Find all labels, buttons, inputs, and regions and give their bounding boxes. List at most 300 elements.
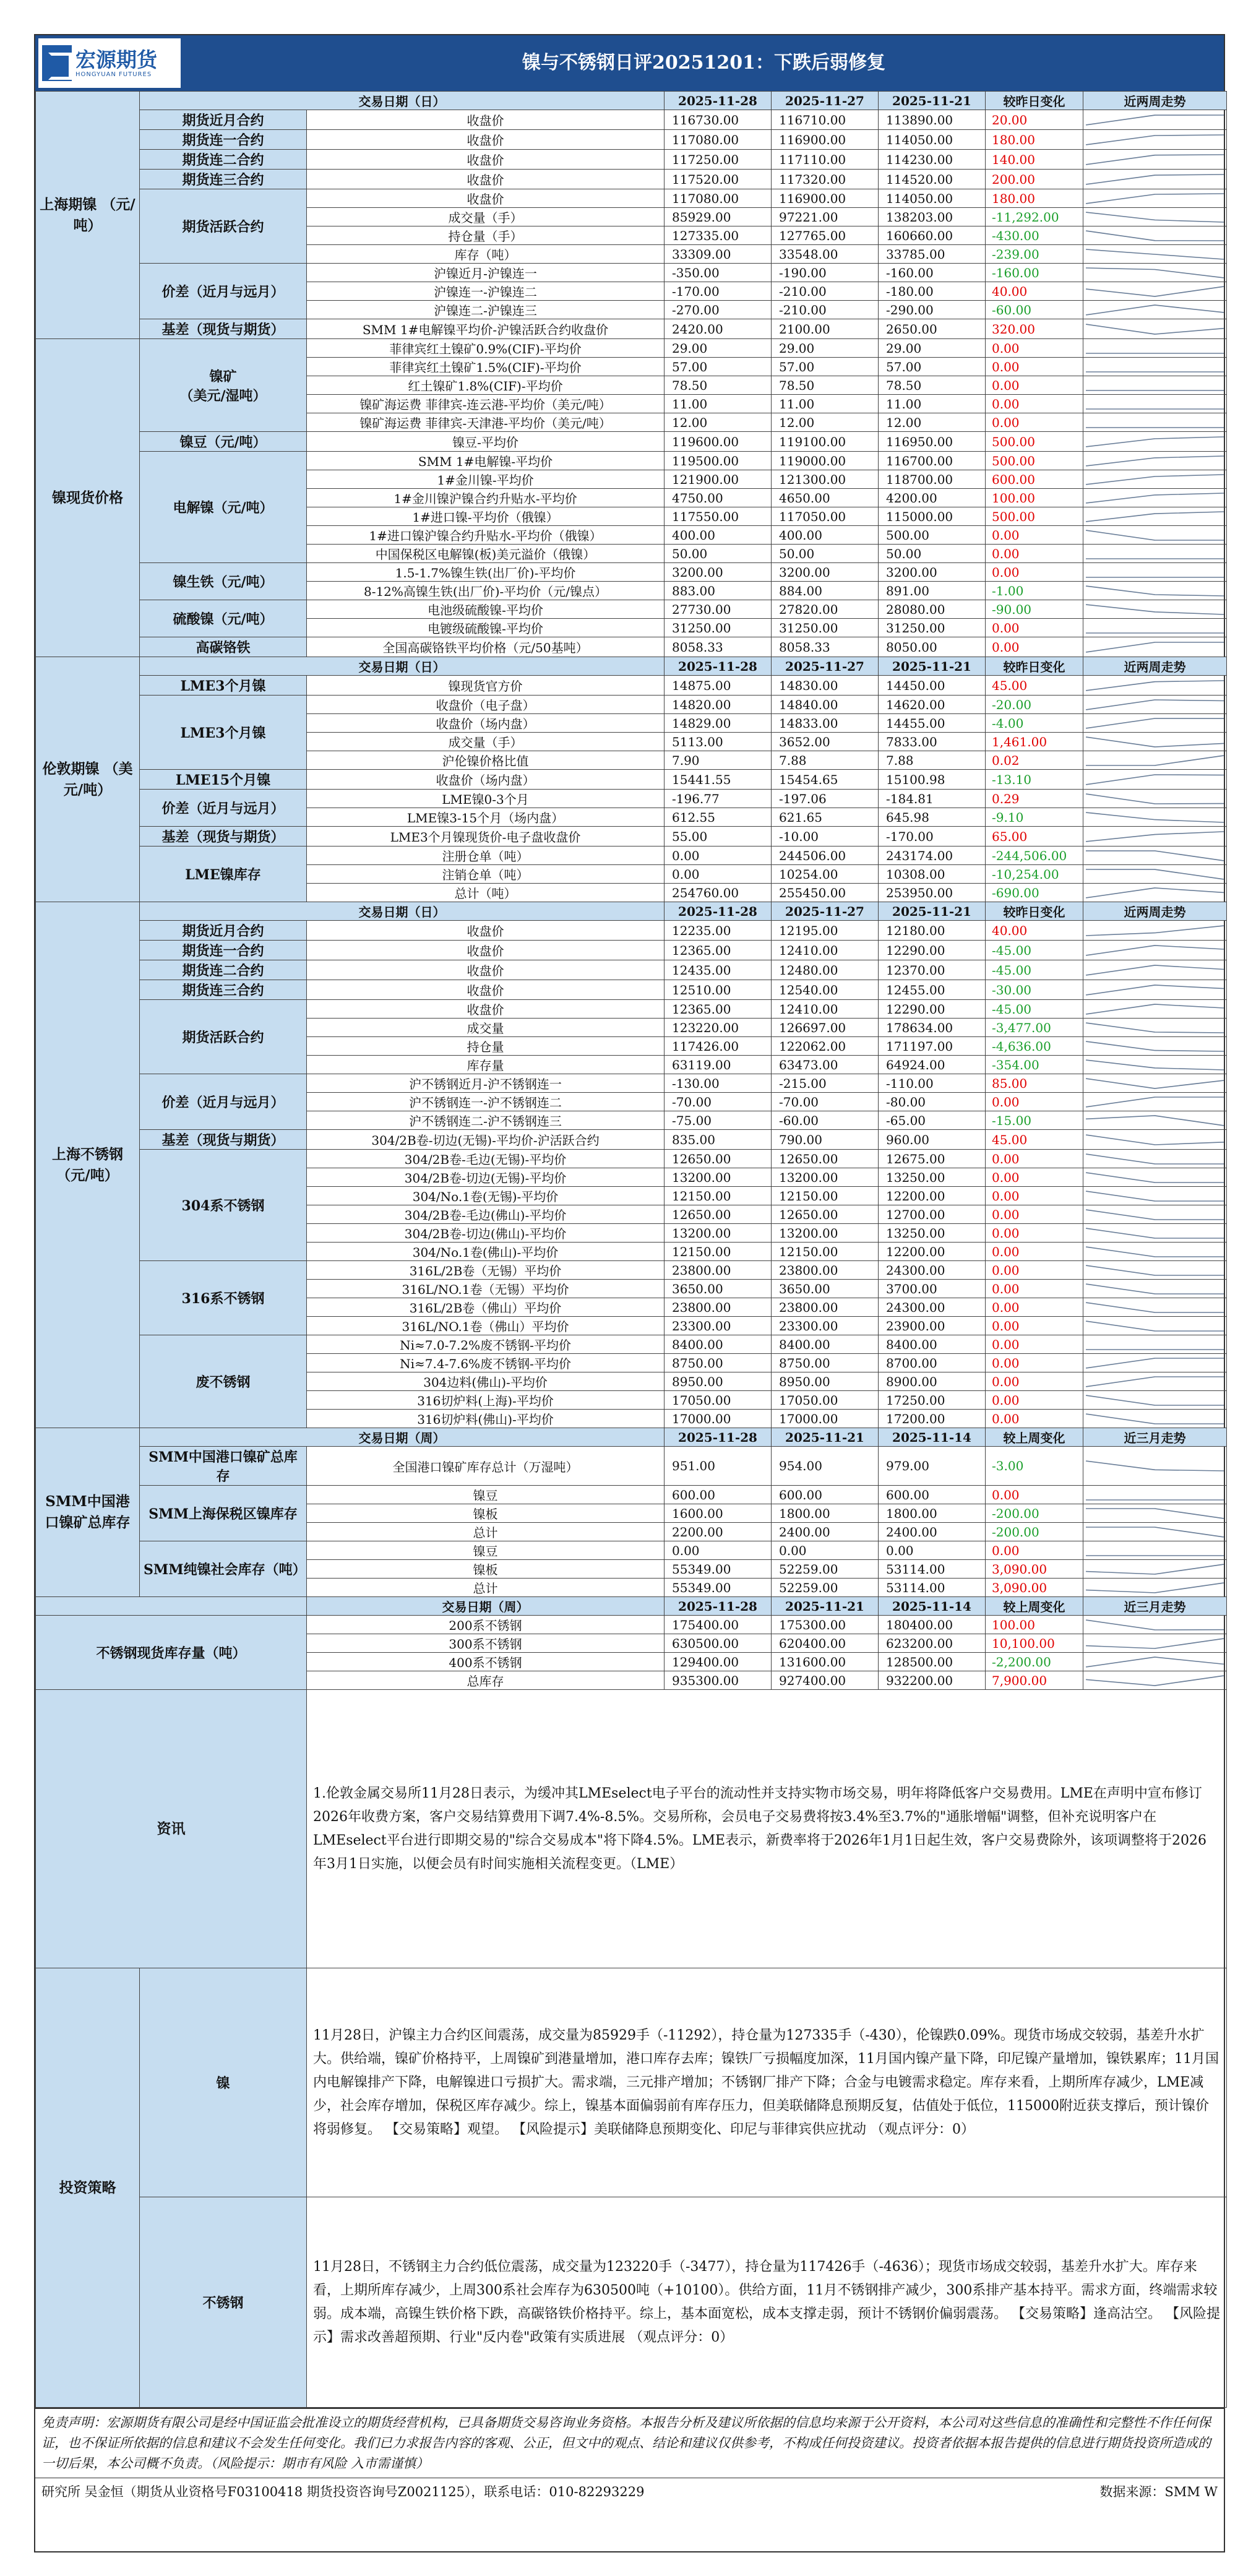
sparkline-path [1086, 456, 1224, 466]
sparkline-icon [1086, 621, 1224, 635]
value-current: 12650.00 [665, 1150, 772, 1168]
sparkline-path [1086, 1303, 1224, 1312]
sparkline-path [1086, 718, 1224, 728]
sparkline-path [1086, 737, 1224, 747]
value-compare: 23900.00 [879, 1317, 986, 1335]
sparkline-icon [1086, 1113, 1224, 1128]
value-compare: -180.00 [879, 282, 986, 301]
trend-sparkline [1083, 1354, 1227, 1372]
sparkline-path [1086, 305, 1224, 315]
value-prev: 117110.00 [772, 150, 879, 170]
sparkline-icon [1086, 132, 1224, 147]
value-change: 10,100.00 [986, 1634, 1083, 1653]
section-label: 镍现货价格 [36, 339, 140, 657]
value-compare: 57.00 [879, 358, 986, 376]
value-prev: 2100.00 [772, 319, 879, 339]
value-change: -15.00 [986, 1111, 1083, 1130]
sparkline-icon [1086, 885, 1224, 900]
trend-sparkline [1083, 921, 1227, 941]
table-row [36, 150, 1227, 170]
item-label: 总计 [307, 1579, 665, 1597]
value-compare: 113890.00 [879, 110, 986, 130]
value-change: -200.00 [986, 1504, 1083, 1523]
trend-sparkline [1083, 1410, 1227, 1428]
sparkline-path [1086, 1097, 1224, 1107]
value-current: 8750.00 [665, 1354, 772, 1372]
table-row [36, 432, 1227, 452]
table-row [36, 264, 1227, 282]
value-compare: 29.00 [879, 339, 986, 358]
value-prev: 255450.00 [772, 884, 879, 902]
sparkline-path [1086, 1173, 1224, 1182]
value-compare: 12180.00 [879, 921, 986, 941]
value-prev: 8950.00 [772, 1372, 879, 1391]
value-compare: 7833.00 [879, 733, 986, 751]
item-label: 收盘价 [307, 110, 665, 130]
group-label: SMM中国港口镍矿总库存 [140, 1447, 307, 1486]
value-change: 45.00 [986, 676, 1083, 696]
value-prev: 23800.00 [772, 1298, 879, 1317]
sparkline-path [1086, 586, 1224, 596]
trend-sparkline [1083, 960, 1227, 980]
group-label: 废不锈钢 [140, 1335, 307, 1428]
value-current: -350.00 [665, 264, 772, 282]
sparkline-icon [1086, 1374, 1224, 1389]
group-label: 价差（近月与远月） [140, 264, 307, 319]
sparkline-path [1086, 605, 1224, 614]
table-row [36, 1541, 1227, 1560]
trend-sparkline [1083, 582, 1227, 600]
value-compare: 53114.00 [879, 1579, 986, 1597]
report-footer [35, 2478, 1224, 2504]
value-current: 883.00 [665, 582, 772, 600]
trend-sparkline [1083, 790, 1227, 808]
value-current: -196.77 [665, 790, 772, 808]
trend-sparkline [1083, 1541, 1227, 1560]
value-current: 63119.00 [665, 1056, 772, 1074]
table-header-row [36, 1428, 1227, 1447]
value-compare: 12290.00 [879, 941, 986, 960]
header-cell-4: 较昨日变化 [986, 92, 1083, 110]
sparkline-icon [1086, 152, 1224, 167]
value-change: 100.00 [986, 489, 1083, 507]
group-label: 基差（现货与期货） [140, 827, 307, 846]
value-current: 254760.00 [665, 884, 772, 902]
item-label: LME镍0-3个月 [307, 790, 665, 808]
sparkline-icon [1086, 983, 1224, 997]
value-current: 117080.00 [665, 189, 772, 208]
value-compare: 3700.00 [879, 1280, 986, 1298]
value-change: -11,292.00 [986, 208, 1083, 226]
news-label: 资讯 [36, 1690, 307, 1968]
value-compare: 24300.00 [879, 1298, 986, 1317]
group-label: 价差（近月与远月） [140, 1074, 307, 1130]
value-compare: -290.00 [879, 301, 986, 319]
value-current: 14829.00 [665, 714, 772, 733]
table-row [36, 770, 1227, 790]
sparkline-path [1086, 286, 1224, 296]
sparkline-icon [1086, 210, 1224, 225]
header-cell: 交易日期（周） [307, 1597, 665, 1616]
header-cell-3: 2025-11-14 [879, 1428, 986, 1447]
value-current: 0.00 [665, 1541, 772, 1560]
trend-sparkline [1083, 1000, 1227, 1019]
sparkline-icon [1086, 1282, 1224, 1296]
item-label: SMM 1#电解镍平均价-沪镍活跃合约收盘价 [307, 319, 665, 339]
item-label: 304/No.1卷(佛山)-平均价 [307, 1243, 665, 1261]
trend-sparkline [1083, 1523, 1227, 1541]
value-prev: 33548.00 [772, 245, 879, 264]
value-change: 0.00 [986, 1486, 1083, 1504]
value-current: 951.00 [665, 1447, 772, 1486]
value-prev: 23800.00 [772, 1261, 879, 1280]
value-current: 13200.00 [665, 1168, 772, 1187]
group-label: 期货活跃合约 [140, 189, 307, 264]
value-change: -10,254.00 [986, 865, 1083, 884]
value-change: 0.00 [986, 1410, 1083, 1428]
value-change: 180.00 [986, 189, 1083, 208]
trend-sparkline [1083, 1317, 1227, 1335]
sparkline-icon [1086, 1356, 1224, 1371]
trend-sparkline [1083, 1130, 1227, 1150]
value-prev: 63473.00 [772, 1056, 879, 1074]
sparkline-path [1086, 1228, 1224, 1238]
trend-sparkline [1083, 1093, 1227, 1111]
header-cell [36, 1597, 307, 1616]
sparkline-path [1086, 1079, 1224, 1088]
value-compare: 78.50 [879, 376, 986, 395]
value-change: 0.00 [986, 376, 1083, 395]
trend-sparkline [1083, 526, 1227, 545]
sparkline-path [1086, 231, 1224, 241]
table-row [36, 600, 1227, 619]
value-prev: 15454.65 [772, 770, 879, 790]
table-row [36, 452, 1227, 470]
value-change: 40.00 [986, 921, 1083, 941]
item-label: 304边料(佛山)-平均价 [307, 1372, 665, 1391]
item-label: 镍矿海运费 菲律宾-天津港-平均价（美元/吨） [307, 413, 665, 432]
strategy-text: 11月28日，不锈钢主力合约低位震荡，成交量为123220手（-3477），持仓量为117426手（-4636）；现货市场成交较弱，基差升水扩大。库存来看，上期所库存减少，上周300系社会库存为630500吨（+10100）。供给方面，11月不锈钢排产减少，300系排产基本持平。需求方面，终端需求较弱。成本端，高镍生铁价格下跌，高碳铬铁价格持平。综上，基本面宽松，成本支撑走弱，预计不锈钢价偏弱震荡。 【交易策略】逢高沽空。 【风险提示】需求改善超预期、行业"反内卷"政策有实质进展 （观点评分：0） [307, 2197, 1227, 2408]
value-current: -270.00 [665, 301, 772, 319]
author-contact: 研究所 吴金恒（期货从业资格号F03100418 期货投资咨询号Z0021125），联系电话：010-82293229 [41, 2484, 645, 2499]
value-change: 3,090.00 [986, 1560, 1083, 1579]
value-current: 123220.00 [665, 1019, 772, 1037]
value-prev: 12410.00 [772, 941, 879, 960]
value-compare: 178634.00 [879, 1019, 986, 1037]
trend-sparkline [1083, 1447, 1227, 1486]
trend-sparkline [1083, 189, 1227, 208]
sparkline-path [1086, 681, 1224, 691]
value-compare: 12200.00 [879, 1243, 986, 1261]
value-current: 12235.00 [665, 921, 772, 941]
item-label: 总计（吨） [307, 884, 665, 902]
value-compare: 14450.00 [879, 676, 986, 696]
value-change: 0.00 [986, 1280, 1083, 1298]
sparkline-icon [1086, 284, 1224, 299]
value-prev: 27820.00 [772, 600, 879, 619]
value-change: 500.00 [986, 452, 1083, 470]
section-label: SMM中国港口镍矿总库存 [36, 1428, 140, 1597]
group-label: 304系不锈钢 [140, 1150, 307, 1261]
trend-sparkline [1083, 676, 1227, 696]
value-change: 0.00 [986, 1150, 1083, 1168]
value-prev: 12.00 [772, 413, 879, 432]
value-prev: 927400.00 [772, 1671, 879, 1690]
table-row [36, 790, 1227, 808]
value-current: 117080.00 [665, 130, 772, 150]
value-prev: 8750.00 [772, 1354, 879, 1372]
value-prev: 126697.00 [772, 1019, 879, 1037]
trend-sparkline [1083, 358, 1227, 376]
trend-sparkline [1083, 507, 1227, 526]
item-label: 总库存 [307, 1671, 665, 1690]
sparkline-path [1086, 965, 1224, 975]
item-label: Ni≈7.0-7.2%废不锈钢-平均价 [307, 1335, 665, 1354]
value-compare: -184.81 [879, 790, 986, 808]
item-label: 镍现货官方价 [307, 676, 665, 696]
sparkline-path [1086, 155, 1224, 165]
sparkline-icon [1086, 434, 1224, 449]
value-current: 4750.00 [665, 489, 772, 507]
sparkline-path [1086, 775, 1224, 785]
sparkline-icon [1086, 378, 1224, 393]
item-label: 收盘价 [307, 170, 665, 189]
item-label: SMM 1#电解镍-平均价 [307, 452, 665, 470]
value-compare: 979.00 [879, 1447, 986, 1486]
value-prev: 2400.00 [772, 1523, 879, 1541]
sparkline-icon [1086, 1189, 1224, 1204]
value-prev: 3200.00 [772, 563, 879, 582]
value-current: 14875.00 [665, 676, 772, 696]
value-current: -70.00 [665, 1093, 772, 1111]
value-current: 117520.00 [665, 170, 772, 189]
value-change: -4.00 [986, 714, 1083, 733]
trend-sparkline [1083, 865, 1227, 884]
trend-sparkline [1083, 130, 1227, 150]
value-prev: 97221.00 [772, 208, 879, 226]
table-header-row [36, 657, 1227, 676]
value-change: 0.00 [986, 339, 1083, 358]
value-current: 12150.00 [665, 1243, 772, 1261]
sparkline-icon [1086, 1562, 1224, 1577]
value-current: 2420.00 [665, 319, 772, 339]
trend-sparkline [1083, 600, 1227, 619]
item-label: 316切炉料(上海)-平均价 [307, 1391, 665, 1410]
sparkline-icon [1086, 1411, 1224, 1426]
value-change: 85.00 [986, 1074, 1083, 1093]
sparkline-icon [1086, 753, 1224, 768]
sparkline-icon [1086, 113, 1224, 127]
value-compare: 24300.00 [879, 1261, 986, 1280]
item-label: 316L/NO.1卷（无锡）平均价 [307, 1280, 665, 1298]
trend-sparkline [1083, 846, 1227, 865]
trend-sparkline [1083, 1335, 1227, 1354]
item-label: 304/2B卷-切边(无锡)-平均价 [307, 1168, 665, 1187]
table-row [36, 1616, 1227, 1634]
value-change: -30.00 [986, 980, 1083, 1000]
table-row [36, 827, 1227, 846]
sparkline-path [1086, 1154, 1224, 1164]
value-compare: -65.00 [879, 1111, 986, 1130]
header-cell-3: 2025-11-21 [879, 657, 986, 676]
value-change: 320.00 [986, 319, 1083, 339]
sparkline-icon [1086, 1300, 1224, 1315]
trend-sparkline [1083, 1037, 1227, 1056]
group-label: 硫酸镍（元/吨） [140, 600, 307, 637]
sparkline-icon [1086, 265, 1224, 280]
sparkline-path [1086, 1191, 1224, 1201]
section-label: 上海期镍 （元/吨） [36, 92, 140, 339]
header-cell-1: 2025-11-28 [665, 1597, 772, 1616]
value-change: -45.00 [986, 941, 1083, 960]
sparkline-icon [1086, 1076, 1224, 1091]
value-compare: 180400.00 [879, 1616, 986, 1634]
value-compare: 2650.00 [879, 319, 986, 339]
value-compare: 28080.00 [879, 600, 986, 619]
group-label: SMM纯镍社会库存（吨） [140, 1541, 307, 1597]
header-cell-4: 较昨日变化 [986, 657, 1083, 676]
item-label: 1#进口镍-平均价（俄镍） [307, 507, 665, 526]
sparkline-path [1086, 1004, 1224, 1014]
item-label: 沪镍近月-沪镍连一 [307, 264, 665, 282]
value-change: 40.00 [986, 282, 1083, 301]
value-prev: 244506.00 [772, 846, 879, 865]
item-label: 304/No.1卷(无锡)-平均价 [307, 1187, 665, 1205]
header-cell-5: 近三月走势 [1083, 1597, 1227, 1616]
sparkline-icon [1086, 1319, 1224, 1333]
group-label: 镍矿 （美元/湿吨） [140, 339, 307, 432]
value-change: -3.00 [986, 1447, 1083, 1486]
value-prev: 116900.00 [772, 130, 879, 150]
value-prev: 884.00 [772, 582, 879, 600]
group-label: 电解镍（元/吨） [140, 452, 307, 563]
item-label: 收盘价 [307, 130, 665, 150]
sparkline-path [1086, 1620, 1224, 1630]
value-prev: 17050.00 [772, 1391, 879, 1410]
item-label: 1#金川镍-平均价 [307, 470, 665, 489]
sparkline-path [1086, 1284, 1224, 1294]
value-current: 15441.55 [665, 770, 772, 790]
item-label: 304/2B卷-切边(佛山)-平均价 [307, 1224, 665, 1243]
value-prev: 954.00 [772, 1447, 879, 1486]
report-frame [34, 34, 1225, 2552]
value-change: -244,506.00 [986, 846, 1083, 865]
sparkline-path [1086, 324, 1224, 334]
strategy-item-label: 镍 [140, 1968, 307, 2197]
table-row [36, 339, 1227, 358]
sparkline-icon [1086, 943, 1224, 958]
value-change: 0.00 [986, 1224, 1083, 1243]
item-label: 沪不锈钢连二-沪不锈钢连三 [307, 1111, 665, 1130]
item-label: 400系不锈钢 [307, 1653, 665, 1671]
table-row [36, 1335, 1227, 1354]
value-compare: 17250.00 [879, 1391, 986, 1410]
sparkline-path [1086, 194, 1224, 204]
value-compare: 114050.00 [879, 130, 986, 150]
sparkline-icon [1086, 341, 1224, 356]
value-compare: 4200.00 [879, 489, 986, 507]
header-cell-5: 近两周走势 [1083, 657, 1227, 676]
value-compare: 8900.00 [879, 1372, 986, 1391]
group-label: 期货连二合约 [140, 150, 307, 170]
sparkline-icon [1086, 528, 1224, 543]
value-compare: 8400.00 [879, 1335, 986, 1354]
value-change: 0.00 [986, 1205, 1083, 1224]
value-compare: 12455.00 [879, 980, 986, 1000]
value-change: -1.00 [986, 582, 1083, 600]
sparkline-path [1086, 475, 1224, 485]
value-change: 180.00 [986, 130, 1083, 150]
sparkline-path [1086, 1041, 1224, 1051]
sparkline-icon [1086, 1170, 1224, 1185]
news-text: 1.伦敦金属交易所11月28日表示，为缓冲其LMEselect电子平台的流动性并支持实物市场交易，明年将降低客户交易费用。LME在声明中宣布修订2026年收费方案，客户交易结算费用下调7.4%-8.5%。交易所称，会员电子交易费将按3.4%至3.7%的"通胀增幅"调整，但补充说明客户在LMEselect平台进行即期交易的"综合交易成本"将下降4.5%。LME表示，新费率将于2026年1月1日起生效，客户交易费除外，该项调整将于2026年3月1日实施，以便会员有时间实施相关流程变更。（LME） [307, 1690, 1227, 1968]
item-label: 316L/NO.1卷（佛山）平均价 [307, 1317, 665, 1335]
value-prev: 119000.00 [772, 452, 879, 470]
value-compare: 31250.00 [879, 619, 986, 637]
sparkline-path [1086, 212, 1224, 222]
value-current: 11.00 [665, 395, 772, 413]
value-prev: 1800.00 [772, 1504, 879, 1523]
item-label: 成交量（手） [307, 208, 665, 226]
sparkline-icon [1086, 1039, 1224, 1054]
item-label: 1#进口镍沪镍合约升贴水-平均价（俄镍） [307, 526, 665, 545]
value-current: -170.00 [665, 282, 772, 301]
data-source: 数据来源：SMM W [1099, 2484, 1218, 2499]
sparkline-path [1086, 530, 1224, 540]
trend-sparkline [1083, 301, 1227, 319]
item-label: Ni≈7.4-7.6%废不锈钢-平均价 [307, 1354, 665, 1372]
item-label: 镍板 [307, 1560, 665, 1579]
sparkline-icon [1086, 678, 1224, 693]
group-label: LME15个月镍 [140, 770, 307, 790]
value-current: 55349.00 [665, 1560, 772, 1579]
group-label: 期货活跃合约 [140, 1000, 307, 1074]
header-cell-5: 近两周走势 [1083, 92, 1227, 110]
sparkline-icon [1086, 1152, 1224, 1166]
value-change: 0.00 [986, 1261, 1083, 1280]
strategy-row [36, 2197, 1227, 2408]
trend-sparkline [1083, 941, 1227, 960]
value-compare: 645.98 [879, 808, 986, 827]
item-label: 注册仓单（吨） [307, 846, 665, 865]
trend-sparkline [1083, 1224, 1227, 1243]
value-prev: 12410.00 [772, 1000, 879, 1019]
value-prev: 12540.00 [772, 980, 879, 1000]
header-cell-5: 近三月走势 [1083, 1428, 1227, 1447]
trend-sparkline [1083, 150, 1227, 170]
value-change: 0.00 [986, 1372, 1083, 1391]
value-compare: 15100.98 [879, 770, 986, 790]
value-change: 45.00 [986, 1130, 1083, 1150]
value-change: 0.00 [986, 526, 1083, 545]
value-prev: 116900.00 [772, 189, 879, 208]
value-change: 0.00 [986, 1354, 1083, 1372]
value-change: -160.00 [986, 264, 1083, 282]
header-cell-4: 较上周变化 [986, 1597, 1083, 1616]
sparkline-path [1086, 268, 1224, 278]
header-cell: 交易日期（日） [140, 92, 665, 110]
value-prev: 11.00 [772, 395, 879, 413]
group-label: 不锈钢现货库存量（吨） [36, 1616, 307, 1690]
trend-sparkline [1083, 1261, 1227, 1280]
value-current: 117250.00 [665, 150, 772, 170]
value-prev: 31250.00 [772, 619, 879, 637]
value-current: 12650.00 [665, 1205, 772, 1224]
trend-sparkline [1083, 637, 1227, 657]
value-compare: 53114.00 [879, 1560, 986, 1579]
value-prev: 127765.00 [772, 226, 879, 245]
table-row [36, 1130, 1227, 1150]
